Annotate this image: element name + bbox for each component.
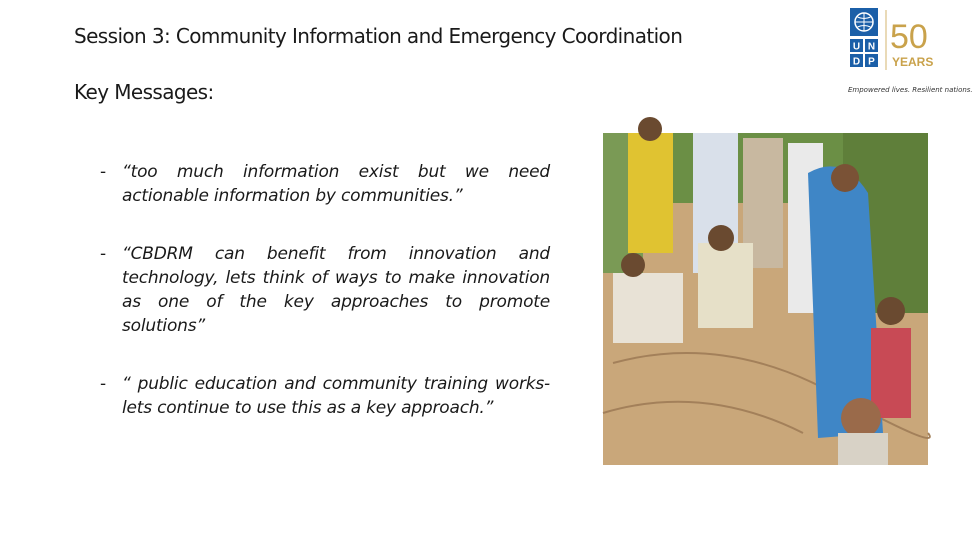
logo-letter: P: [868, 56, 875, 68]
key-message-text: “CBDRM can benefit from innovation and technology, lets think of ways to make innovation as one of the key approaches to promote solutions”: [122, 244, 550, 336]
logo-letter: U: [852, 41, 861, 53]
key-message-text: “too much information exist but we need actionable information by communities.”: [122, 162, 550, 206]
bullet-dash: -: [100, 374, 106, 394]
bullet-dash: -: [100, 162, 106, 182]
key-message-item: [100, 160, 550, 208]
logo-anniversary-word: YEARS: [892, 55, 934, 69]
key-messages-list: [100, 160, 550, 454]
slide-title: Session 3: Community Information and Emergency Coordination: [74, 24, 683, 48]
community-group-photo: [603, 133, 928, 465]
undp-50-years-logo: [848, 6, 944, 98]
key-message-item: [100, 372, 550, 420]
logo-tagline: Empowered lives. Resilient nations.: [848, 86, 973, 94]
key-message-text: “ public education and community training works- lets continue to use this as a key approach.”: [122, 374, 550, 418]
logo-letter: N: [867, 41, 876, 53]
logo-letter: D: [852, 56, 861, 68]
bullet-dash: -: [100, 244, 106, 264]
logo-anniversary-number: 50: [890, 18, 928, 56]
key-message-item: [100, 242, 550, 338]
key-messages-heading: Key Messages:: [74, 80, 214, 104]
